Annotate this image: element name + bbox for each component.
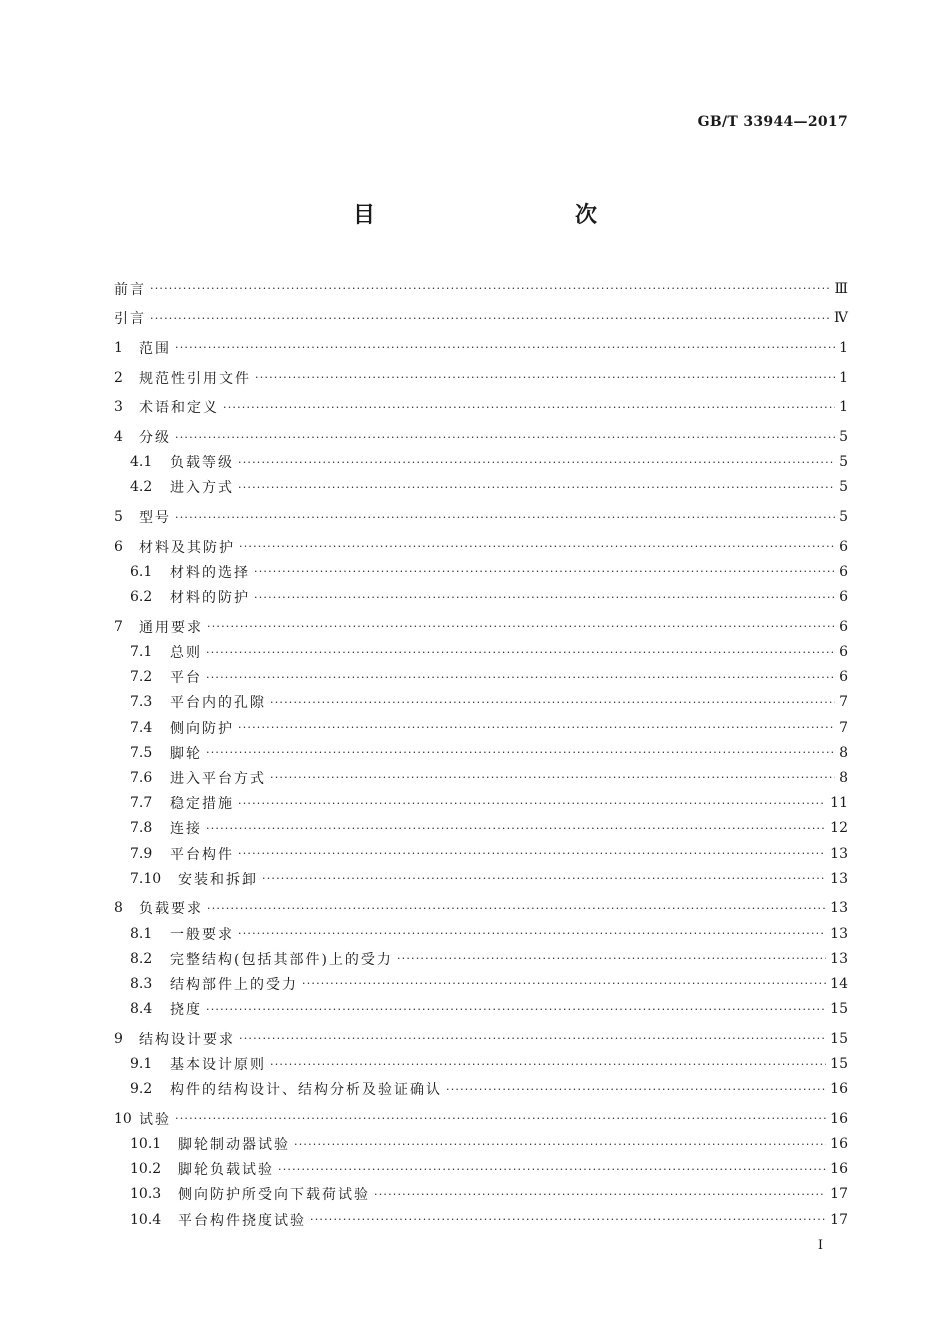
dot-leader [262, 872, 826, 885]
toc-entry-title: 平台构件挠度试验 [178, 1212, 306, 1229]
toc-entry[interactable] [114, 715, 848, 740]
toc-entry-number: 7.10 [130, 870, 162, 887]
dot-leader [278, 1163, 826, 1176]
dot-leader [206, 671, 835, 684]
toc-entry-number: 10.1 [130, 1136, 162, 1153]
toc-entry[interactable] [114, 559, 848, 584]
dot-leader [238, 721, 835, 734]
dot-leader [397, 952, 826, 965]
dot-leader [175, 341, 835, 354]
toc-entry-page: 5 [839, 429, 848, 446]
toc-entry-title: 总则 [170, 645, 202, 662]
toc-entry-title: 结构部件上的受力 [170, 976, 298, 993]
toc-entry-title: 侧向防护 [170, 720, 234, 737]
toc-entry-page: 13 [830, 900, 848, 917]
page-title: 目 次 [352, 202, 649, 228]
toc-entry-number: 3 [114, 399, 123, 416]
toc-entry-page: 5 [839, 509, 848, 526]
dot-leader [255, 371, 835, 384]
toc-entry-page: 14 [830, 975, 848, 992]
toc-entry[interactable] [114, 276, 848, 301]
toc-entry-title: 型号 [139, 510, 171, 527]
toc-entry-number: 7.2 [130, 669, 153, 686]
toc-entry[interactable] [114, 841, 848, 866]
toc-entry-page: 6 [839, 669, 848, 686]
toc-entry[interactable] [114, 997, 848, 1022]
toc-entry-page: 17 [830, 1186, 848, 1203]
toc-entry-title: 负载等级 [170, 455, 234, 472]
toc-entry-page: 13 [830, 870, 848, 887]
toc-entry-title: 脚轮 [170, 745, 202, 762]
toc-entry[interactable] [114, 450, 848, 475]
toc-entry-number: 7.8 [130, 820, 153, 837]
toc-entry-title: 负载要求 [139, 901, 203, 918]
toc-entry-number: 8 [114, 900, 123, 917]
toc-entry-number: 9 [114, 1030, 123, 1047]
toc-entry-number: 7.7 [130, 795, 153, 812]
dot-leader [270, 696, 835, 709]
toc-entry[interactable] [114, 946, 848, 971]
dot-leader [374, 1188, 826, 1201]
dot-leader [175, 511, 835, 524]
toc-entry[interactable] [114, 1182, 848, 1207]
toc-entry-title: 一般要求 [170, 926, 234, 943]
toc-entry-page: 6 [839, 589, 848, 606]
dot-leader [206, 1003, 826, 1016]
toc-entry-title: 结构设计要求 [139, 1031, 235, 1048]
toc-entry-title: 连接 [170, 821, 202, 838]
toc-entry-number: 6.2 [130, 589, 153, 606]
toc-entry-page: 15 [830, 1001, 848, 1018]
toc-entry-title: 进入平台方式 [170, 770, 266, 787]
toc-entry[interactable] [114, 765, 848, 790]
toc-entry-number: 6 [114, 538, 123, 555]
dot-leader [206, 746, 835, 759]
dot-leader [270, 1058, 826, 1071]
dot-leader [207, 902, 826, 915]
toc-entry-number: 8.4 [130, 1001, 153, 1018]
toc-entry-title: 材料的选择 [170, 564, 250, 581]
toc-entry-number: 4.2 [130, 479, 153, 496]
toc-entry[interactable] [114, 1077, 848, 1102]
toc-entry-number: 10 [114, 1110, 132, 1127]
toc-entry-page: 7 [839, 694, 848, 711]
toc-entry-page: 12 [830, 820, 848, 837]
toc-entry[interactable] [114, 1026, 848, 1051]
toc-entry-page: 6 [839, 618, 848, 635]
toc-entry[interactable] [114, 639, 848, 664]
toc-entry-title: 材料及其防护 [139, 539, 235, 556]
dot-leader [238, 481, 835, 494]
toc-entry-page: 16 [830, 1081, 848, 1098]
toc-entry-page: 16 [830, 1136, 848, 1153]
toc-entry[interactable] [114, 505, 848, 530]
toc-entry-page: 7 [839, 719, 848, 736]
dot-leader [175, 1112, 826, 1125]
dot-leader [150, 312, 830, 325]
toc-entry-page: 16 [830, 1110, 848, 1127]
toc-entry-number: 7.3 [130, 694, 153, 711]
toc-entry-number: 4.1 [130, 454, 153, 471]
toc-entry-title: 范围 [139, 340, 171, 357]
toc-entry[interactable] [114, 335, 848, 360]
toc-entry[interactable] [114, 424, 848, 449]
toc-entry-number: 10.2 [130, 1161, 162, 1178]
toc-entry-page: Ⅲ [834, 280, 848, 297]
toc-entry-page: 1 [839, 399, 848, 416]
toc-entry-number: 7 [114, 618, 123, 635]
dot-leader [239, 1032, 826, 1045]
toc-entry-title: 脚轮制动器试验 [178, 1137, 290, 1154]
toc-entry-title: 试验 [139, 1111, 171, 1128]
toc-entry-title: 构件的结构设计、结构分析及验证确认 [170, 1082, 442, 1099]
toc-entry-title: 进入方式 [170, 480, 234, 497]
toc-entry-title: 稳定措施 [170, 796, 234, 813]
toc-entry-title: 材料的防护 [170, 590, 250, 607]
toc-entry-page: 5 [839, 454, 848, 471]
toc-entry[interactable] [114, 475, 848, 500]
toc-entry-page: 1 [839, 339, 848, 356]
toc-entry-number: 10.3 [130, 1186, 162, 1203]
toc-entry-title: 侧向防护所受向下载荷试验 [178, 1187, 370, 1204]
standard-number: GB/T 33944—2017 [697, 114, 848, 130]
dot-leader [446, 1083, 826, 1096]
toc-entry-page: 13 [830, 950, 848, 967]
toc-entry-page: 8 [839, 769, 848, 786]
toc-entry[interactable] [114, 1157, 848, 1182]
toc-entry-page: 13 [830, 925, 848, 942]
toc-entry[interactable] [114, 921, 848, 946]
toc-entry[interactable] [114, 1106, 848, 1131]
toc-entry-title: 规范性引用文件 [139, 370, 251, 387]
toc-entry[interactable] [114, 866, 848, 891]
toc-entry[interactable] [114, 791, 848, 816]
toc-entry[interactable] [114, 585, 848, 610]
toc-entry[interactable] [114, 1207, 848, 1232]
toc-entry-page: 11 [830, 795, 848, 812]
toc-entry-number: 9.1 [130, 1056, 153, 1073]
dot-leader [206, 646, 835, 659]
dot-leader [238, 456, 835, 469]
toc-entry-number: 6.1 [130, 563, 153, 580]
toc-entry-page: 8 [839, 744, 848, 761]
toc-entry-number: 8.3 [130, 975, 153, 992]
toc-entry-page: 15 [830, 1056, 848, 1073]
toc-entry-title: 通用要求 [139, 619, 203, 636]
toc-entry-title: 完整结构(包括其部件)上的受力 [170, 951, 393, 968]
toc-entry[interactable] [114, 534, 848, 559]
dot-leader [238, 797, 826, 810]
toc-entry[interactable] [114, 896, 848, 921]
toc-entry[interactable] [114, 740, 848, 765]
toc-entry-page: 6 [839, 644, 848, 661]
dot-leader [294, 1138, 826, 1151]
toc-entry-number: 4 [114, 429, 123, 446]
toc-entry-number: 8.2 [130, 950, 153, 967]
dot-leader [207, 620, 835, 633]
toc-entry-title: 脚轮负载试验 [178, 1162, 274, 1179]
toc-entry-title: 前言 [114, 281, 146, 298]
toc-entry-title: 平台构件 [170, 846, 234, 863]
toc-entry[interactable] [114, 971, 848, 996]
toc-entry-page: 1 [839, 369, 848, 386]
toc-entry-number: 7.9 [130, 845, 153, 862]
toc-entry-number: 8.1 [130, 925, 153, 942]
toc-entry[interactable] [114, 614, 848, 639]
toc-entry-number: 10.4 [130, 1211, 162, 1228]
toc-entry-title: 引言 [114, 311, 146, 328]
toc-entry-number: 5 [114, 509, 123, 526]
toc-entry-title: 术语和定义 [139, 400, 219, 417]
toc-entry-page: 6 [839, 538, 848, 555]
dot-leader [238, 847, 826, 860]
dot-leader [302, 977, 826, 990]
dot-leader [223, 401, 835, 414]
toc-entry-number: 2 [114, 369, 123, 386]
toc-entry[interactable] [114, 665, 848, 690]
toc-entry-title: 挠度 [170, 1002, 202, 1019]
dot-leader [270, 771, 835, 784]
toc-entry[interactable] [114, 816, 848, 841]
toc-entry-number: 1 [114, 339, 123, 356]
toc-entry-number: 7.4 [130, 719, 153, 736]
toc-entry-title: 平台 [170, 670, 202, 687]
toc-entry[interactable] [114, 1132, 848, 1157]
toc-entry-page: 17 [830, 1211, 848, 1228]
toc-entry-number: 7.1 [130, 644, 153, 661]
dot-leader [175, 431, 835, 444]
toc-entry-title: 安装和拆卸 [178, 871, 258, 888]
toc-entry-page: Ⅳ [834, 310, 848, 327]
toc-entry-page: 16 [830, 1161, 848, 1178]
toc-entry-number: 7.5 [130, 744, 153, 761]
toc-entry[interactable] [114, 365, 848, 390]
page-number: I [817, 1238, 823, 1253]
toc-entry-title: 平台内的孔隙 [170, 695, 266, 712]
toc-entry-page: 13 [830, 845, 848, 862]
dot-leader [238, 927, 826, 940]
dot-leader [254, 565, 835, 578]
dot-leader [150, 282, 830, 295]
toc-entry-title: 分级 [139, 430, 171, 447]
table-of-contents [114, 276, 848, 1232]
toc-entry-page: 6 [839, 563, 848, 580]
dot-leader [310, 1213, 826, 1226]
dot-leader [206, 822, 826, 835]
toc-entry[interactable] [114, 306, 848, 331]
toc-entry-page: 5 [839, 479, 848, 496]
toc-entry[interactable] [114, 1051, 848, 1076]
toc-entry-number: 9.2 [130, 1081, 153, 1098]
toc-entry-number: 7.6 [130, 769, 153, 786]
dot-leader [254, 591, 835, 604]
toc-entry[interactable] [114, 395, 848, 420]
toc-entry-page: 15 [830, 1030, 848, 1047]
toc-entry-title: 基本设计原则 [170, 1057, 266, 1074]
toc-entry[interactable] [114, 690, 848, 715]
dot-leader [239, 540, 835, 553]
